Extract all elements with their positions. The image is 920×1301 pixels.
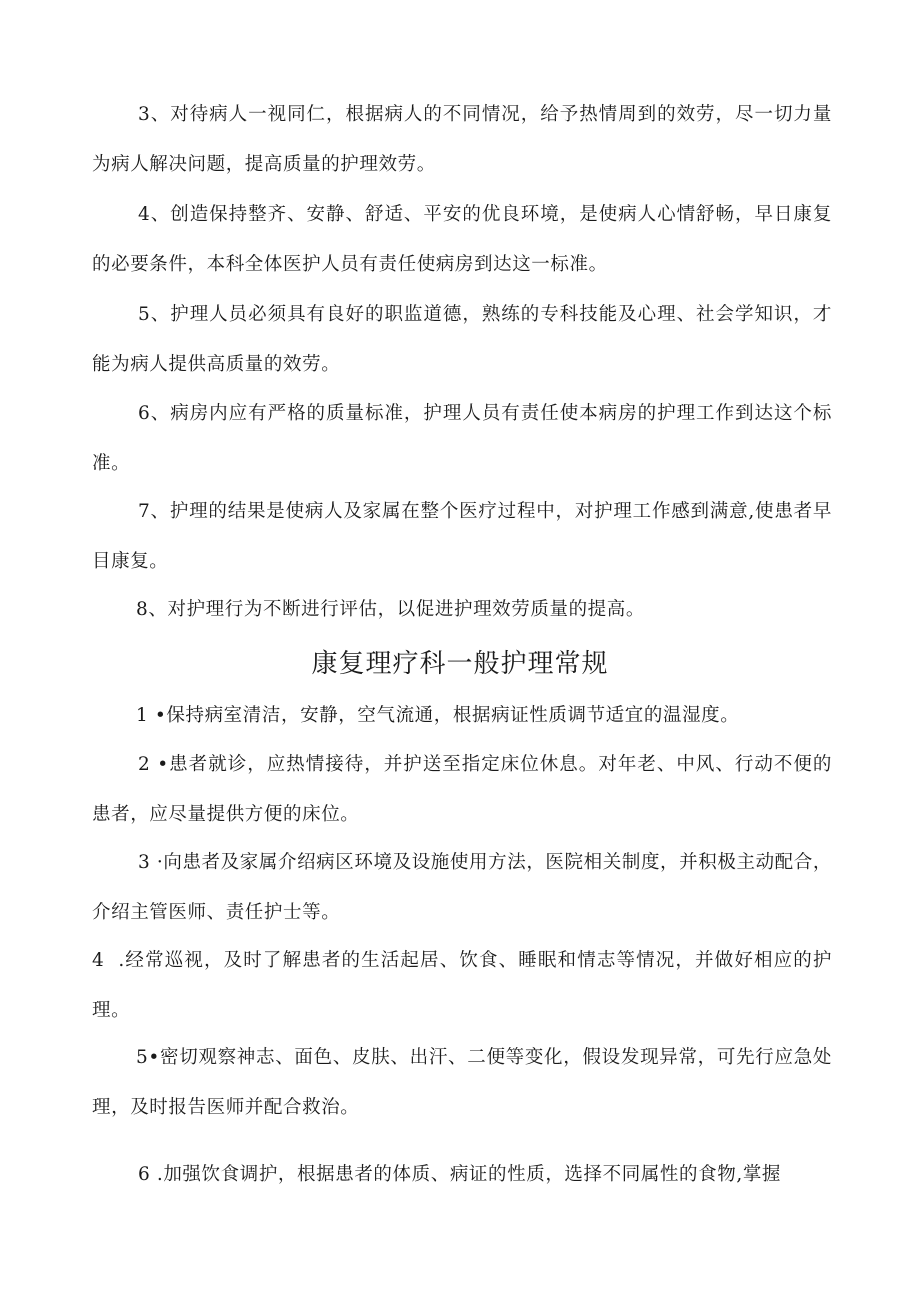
rule-item-5: 5、护理人员必须具有良好的职监道德，熟练的专科技能及心理、社会学知识，才能为病人提供高质量的效劳。 [92,304,832,375]
section-title: 康复理疗科一般护理常规 [311,649,609,679]
rule-item-7: 7、护理的结果是使病人及家属在整个医疗过程中，对护理工作感到满意,使患者早目康复。 [92,501,832,572]
rule-item-4: 4、创造保持整齐、安静、舒适、平安的优良环境，是使病人心情舒畅，早日康复的必要条件，本科全体医护人员有责任使病房到达这一标准。 [92,204,832,275]
care-item-1: 1 •保持病室清洁，安静，空气流通，根据病证性质调节适宜的温湿度。 [136,705,740,726]
care-item-4: 4 .经常巡视，及时了解患者的生活起居、饮食、睡眠和情志等情况，并做好相应的护理。 [92,950,832,1021]
rule-item-6: 6、病房内应有严格的质量标准，护理人员有责任使本病房的护理工作到达这个标准。 [92,403,832,474]
care-item-3: 3 ·向患者及家属介绍病区环境及设施使用方法，医院相关制度，并积极主动配合，介绍主管医师、责任护士等。 [92,852,832,923]
care-item-6: 6 .加强饮食调护，根据患者的体质、病证的性质，选择不同属性的食物,掌握 [138,1164,782,1185]
rule-item-8: 8、对护理行为不断进行评估，以促进护理效劳质量的提高。 [136,599,645,620]
care-item-2: 2 •患者就诊，应热情接待，并护送至指定床位休息。对年老、中风、行动不便的患者，应尽量提供方便的床位。 [92,754,832,825]
rule-item-3: 3、对待病人一视同仁，根据病人的不同情况，给予热情周到的效劳，尽一切力量为病人解决问题，提高质量的护理效劳。 [92,104,832,175]
care-item-5: 5•密切观察神志、面色、皮肤、出汗、二便等变化，假设发现异常，可先行应急处理，及时报告医师并配合救治。 [92,1047,832,1118]
